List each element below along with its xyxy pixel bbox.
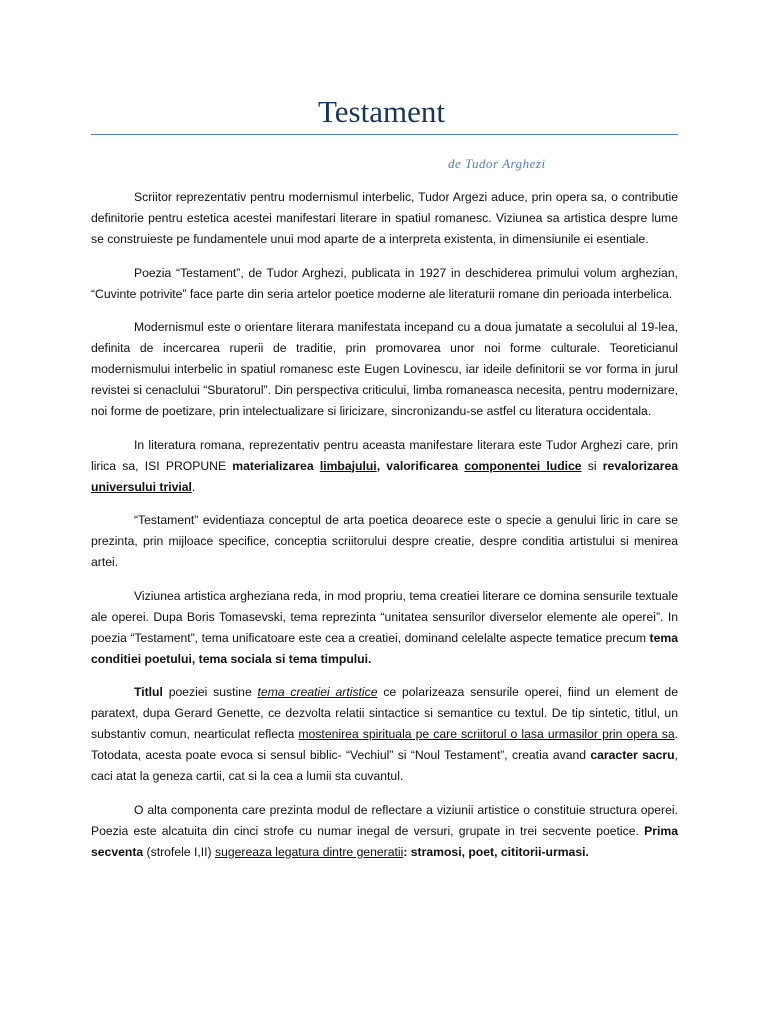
body-paragraph — [91, 682, 678, 787]
title-divider — [91, 134, 678, 135]
paragraph-segment: tema creatiei artistice — [257, 685, 378, 699]
paragraph-segment: ce polarizeaza sensurile operei, fiind un element de paratext, dupa Gerard Genette, ce dezvolta relatii sintactice si semantice cu textul. De tip sintetic, titlul, un substantiv comun, nearticulat reflecta — [91, 685, 678, 741]
document-body — [91, 187, 678, 863]
paragraph-segment: Prima secventa — [91, 823, 678, 859]
paragraph-segment: valorificarea — [386, 458, 465, 473]
paragraph-segment: caracter sacru — [590, 748, 675, 762]
paragraph-segment: . — [191, 479, 196, 494]
body-paragraph: Poezia “Testament”, de Tudor Arghezi, publicata in 1927 in deschiderea primului volum arghezian, “Cuvinte potrivite” face parte din seria artelor poetice moderne ale literaturii romane din perioada interbelica. — [91, 265, 678, 301]
body-paragraph — [91, 800, 678, 863]
paragraph-segment: (strofele I,II) — [143, 844, 215, 859]
paragraph-segment: , caci atat la geneza cartii, cat si la cea a lumii sta cuvantul. — [91, 748, 679, 783]
paragraph-segment: Viziunea artistica argheziana reda, in mod propriu, tema creatiei literare ce domina sensurile textuale ale operei. Dupa Boris Tomasevski, tema reprezinta “unitatea sensurilor diverselor elemente ale operei”. In poezia “Testament”, tema unificatoare este cea a creatiei, dominand celelalte aspecte tematice precum — [91, 588, 678, 645]
paragraph-segment: tema conditiei poetului, tema sociala si tema timpului. — [91, 630, 678, 666]
body-paragraph: Modernismul este o orientare literara manifestata incepand cu a doua jumatate a secolului al 19-lea, definita de incercarea ruperii de traditie, prin promovarea unor noi forme culturale. Teoreticianul modernismului interbelic in spatiul romanesc este Eugen Lovinescu, iar ideile definitorii se vor forma in jurul revistei si cenaclului “Sburatorul”. Din perspectiva criticului, limba romaneasca necesita, pentru modernizare, noi forme de poetizare, prin intelectualizare si liricizare, sincronizandu-se astfel cu literatura occidentala. — [91, 320, 678, 418]
paragraph-segment: , — [376, 458, 387, 473]
paragraph-segment: poeziei sustine — [162, 685, 258, 699]
paragraph-segment: O alta componenta care prezinta modul de reflectare a viziunii artistice o constituie structura operei. Poezia este alcatuita din cinci strofe cu numar inegal de versuri, grupate in trei secvente poetice. — [91, 802, 678, 838]
paragraph-segment: materializarea — [232, 458, 320, 473]
paragraph-segment: componentei ludice — [464, 458, 582, 473]
paragraph-segment: mostenirea spirituala pe care scriitorul o lasa urmasilor prin opera sa — [298, 727, 675, 741]
paragraph-segment: In literatura romana, reprezentativ pentru aceasta manifestare literara este Tudor Arghezi care, prin lirica sa, ISI PROPUNE — [91, 437, 678, 473]
paragraph-segment: sugereaza legatura dintre generatii — [214, 844, 404, 859]
body-paragraph — [91, 435, 678, 498]
document-author-subtitle: de Tudor Arghezi — [448, 156, 546, 171]
paragraph-segment: . Totodata, acesta poate evoca si sensul biblic- “Vechiul” si “Noul Testament”, creatia avand — [91, 727, 678, 762]
paragraph-segment: : stramosi, poet, cititorii-urmasi. — [403, 844, 589, 859]
document-title: Testament — [318, 94, 445, 129]
body-paragraph — [91, 586, 678, 670]
paragraph-segment: si — [581, 458, 603, 473]
body-paragraph: “Testament” evidentiaza conceptul de arta poetica deoarece este o specie a genului liric in care se prezinta, prin mijloace specifice, conceptia scriitorului despre creatie, despre conditia artistului si menirea artei. — [91, 513, 678, 569]
paragraph-segment: limbajului — [319, 458, 377, 473]
body-paragraph: Scriitor reprezentativ pentru modernismul interbelic, Tudor Argezi aduce, prin opera sa, o contributie definitorie pentru estetica acestei manifestari literare in spatiul romanesc. Viziunea sa artistica despre lume se construieste pe fundamentele unui mod aparte de a interpreta existenta, in dimensiunile ei esentiale. — [91, 190, 678, 246]
paragraph-segment: revalorizarea — [602, 458, 679, 473]
paragraph-segment: Titlul — [134, 685, 163, 699]
paragraph-segment: universului trivial — [91, 479, 192, 494]
